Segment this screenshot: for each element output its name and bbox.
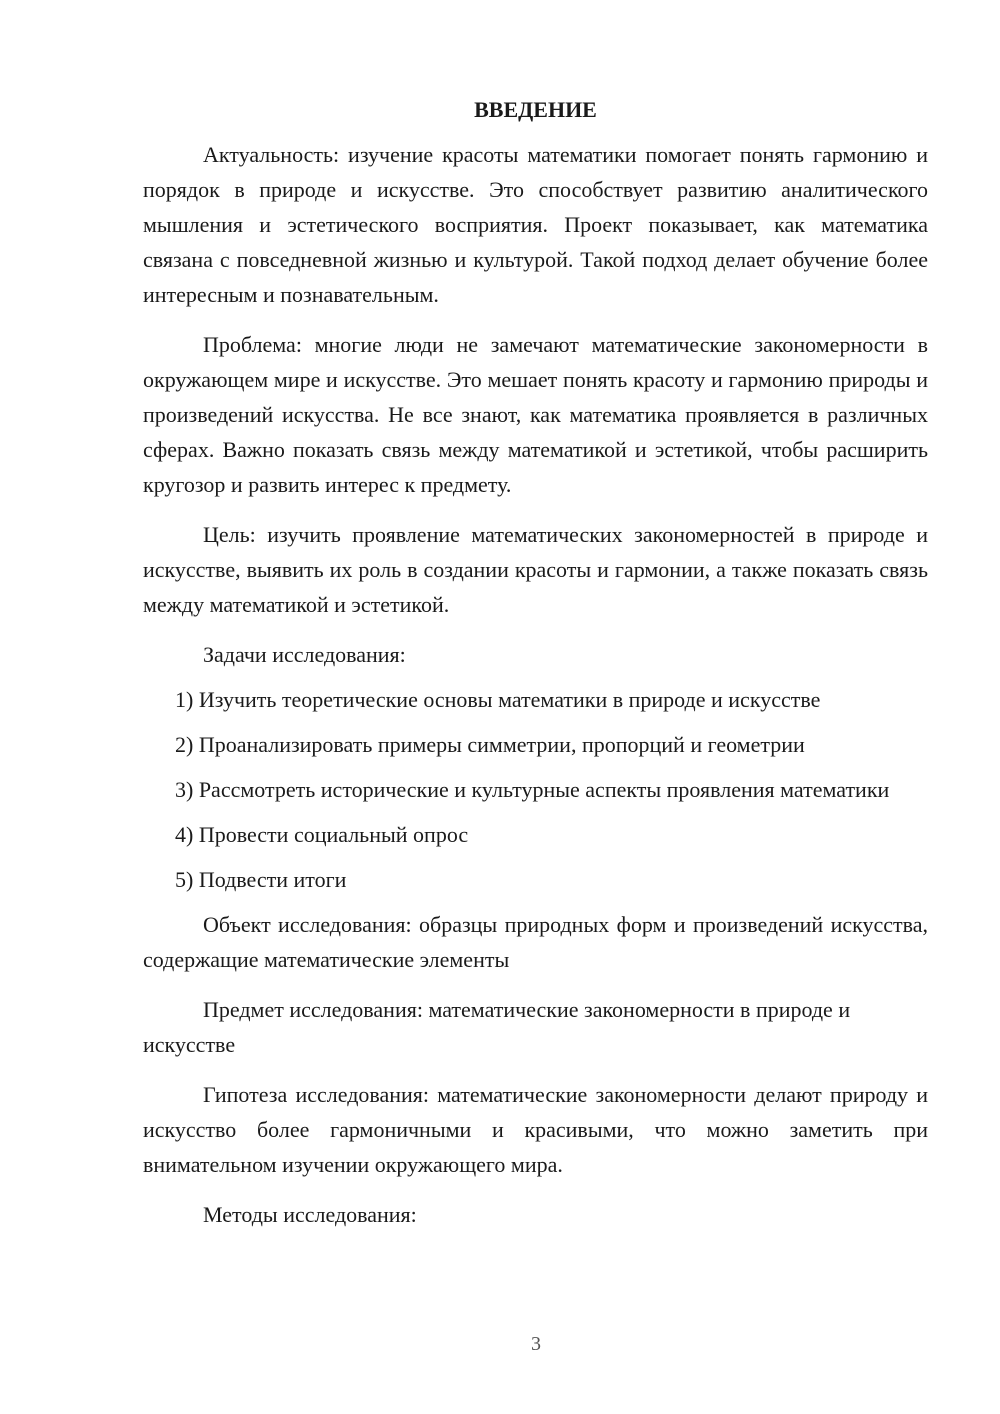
goal-paragraph: Цель: изучить проявление математических закономерностей в природе и искусстве, выявить их роль в создании красоты и гармонии, а также показать связь между математикой и эстетикой. [143,522,928,617]
list-item: 2) Проанализировать примеры симметрии, пропорций и геометрии [175,732,805,757]
page-content [143,95,928,1232]
tasks-list [143,682,928,897]
list-item: 4) Провести социальный опрос [175,822,469,847]
page-title: ВВЕДЕНИЕ [474,97,597,122]
list-item: 5) Подвести итоги [175,867,347,892]
hypothesis-paragraph: Гипотеза исследования: математические закономерности делают природу и искусство более гармоничными и красивыми, что можно заметить при внимательном изучении окружающего мира. [143,1082,928,1177]
object-paragraph: Объект исследования: образцы природных форм и произведений искусства, содержащие математические элементы [143,912,928,972]
tasks-heading: Задачи исследования: [203,642,406,667]
page-number: 3 [531,1333,541,1355]
methods-heading: Методы исследования: [203,1202,417,1227]
problem-paragraph: Проблема: многие люди не замечают математические закономерности в окружающем мире и искусстве. Это мешает понять красоту и гармонию природы и произведений искусства. Не все знают, как математика проявляется в различных сферах. Важно показать связь между математикой и эстетикой, чтобы расширить кругозор и развить интерес к предмету. [143,332,928,497]
relevance-paragraph: Актуальность: изучение красоты математики помогает понять гармонию и порядок в природе и искусстве. Это способствует развитию аналитического мышления и эстетического восприятия. Проект показывает, как математика связана с повседневной жизнью и культурой. Такой подход делает обучение более интересным и познавательным. [143,142,928,307]
subject-paragraph: Предмет исследования: математические закономерности в природе и искусстве [143,997,851,1057]
list-item: 3) Рассмотреть исторические и культурные аспекты проявления математики [175,777,890,802]
list-item: 1) Изучить теоретические основы математики в природе и искусстве [175,687,821,712]
